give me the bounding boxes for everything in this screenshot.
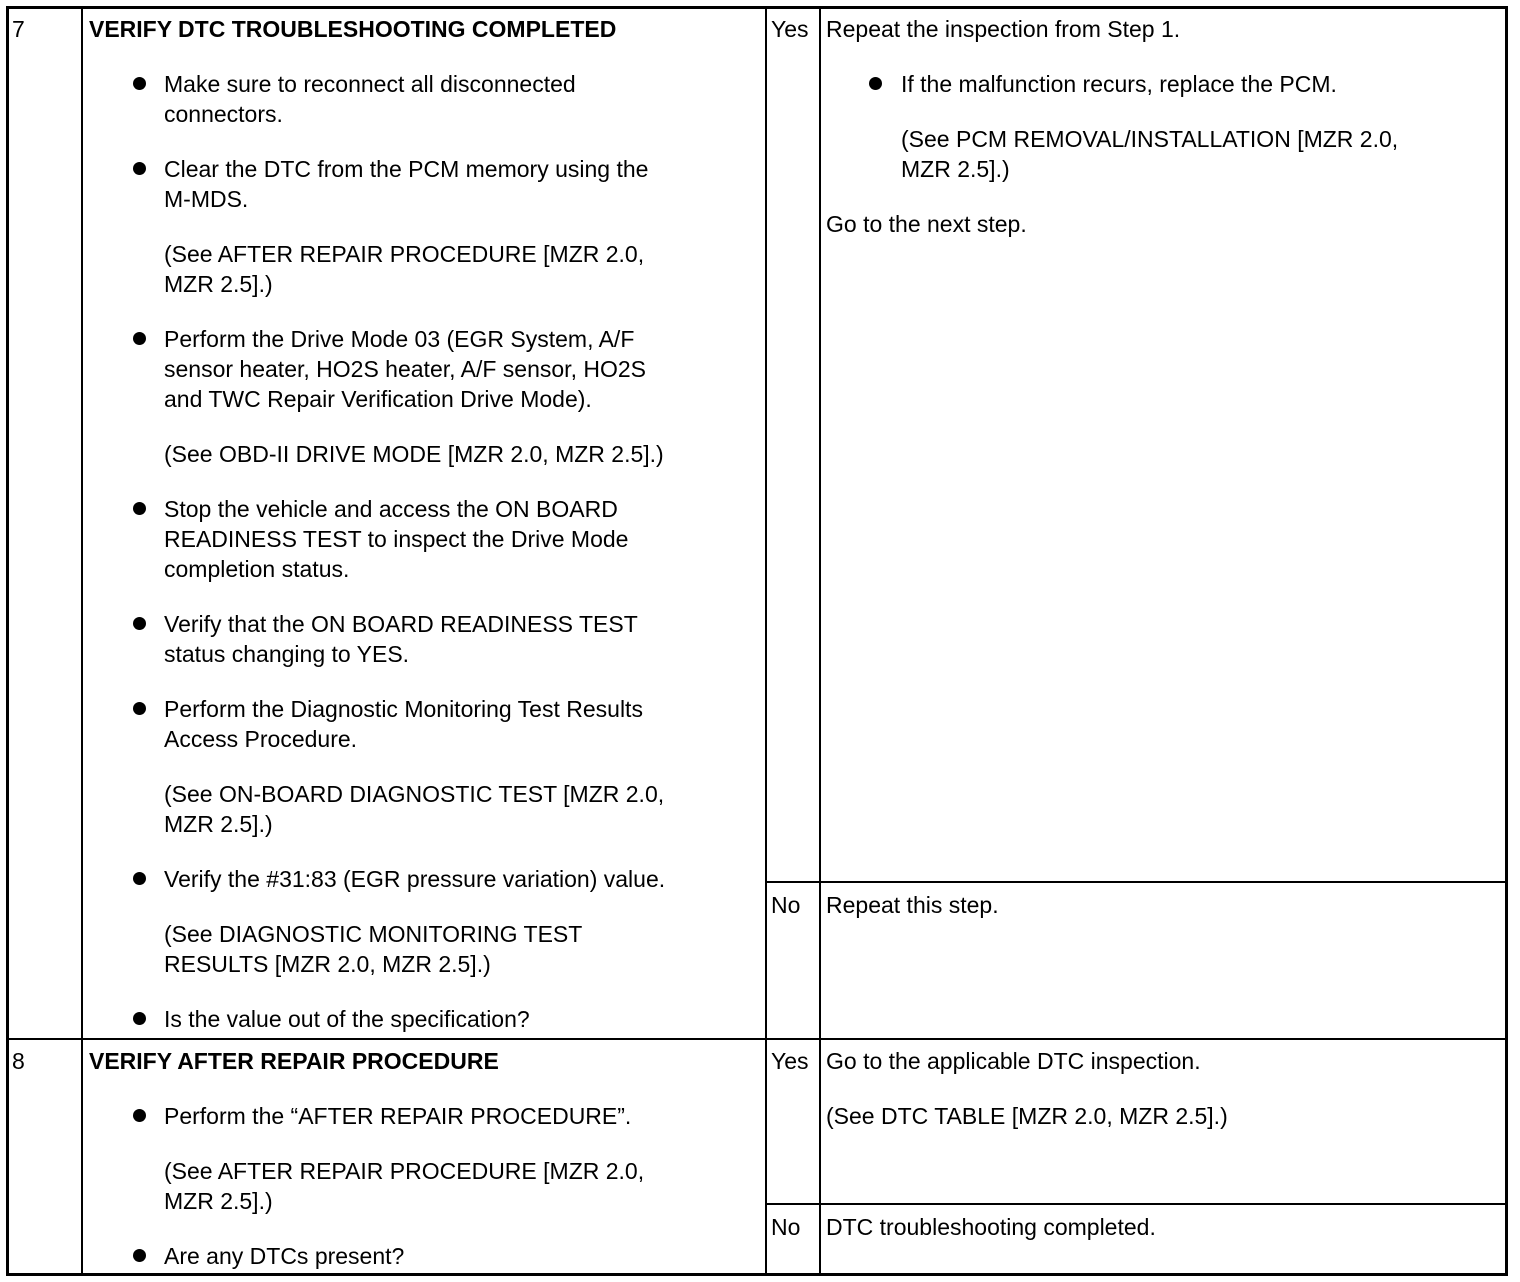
reference-text: (See DIAGNOSTIC MONITORING TEST [164,921,583,947]
bullet-icon [133,1012,146,1025]
bullet-icon [133,702,146,715]
reference-text: RESULTS [MZR 2.0, MZR 2.5].) [164,951,491,977]
row-divider [765,881,1508,883]
bullet-icon [133,1249,146,1262]
action-text: Stop the vehicle and access the ON BOARD [164,496,618,522]
column-divider [81,6,83,1276]
action-text: and TWC Repair Verification Drive Mode). [164,386,592,412]
result-text: Go to the next step. [826,211,1027,237]
result-text: Repeat this step. [826,892,999,918]
action-text: Access Procedure. [164,726,358,752]
step-title: VERIFY AFTER REPAIR PROCEDURE [89,1048,499,1074]
action-text: Perform the “AFTER REPAIR PROCEDURE”. [164,1103,632,1129]
result-text: Repeat the inspection from Step 1. [826,16,1181,42]
step-number: 7 [12,16,25,42]
action-text: M-MDS. [164,186,249,212]
action-text: Is the value out of the specification? [164,1006,530,1032]
action-text: Verify that the ON BOARD READINESS TEST [164,611,638,637]
bullet-icon [133,162,146,175]
action-text: Verify the #31:83 (EGR pressure variation) value. [164,866,666,892]
reference-text: MZR 2.5].) [164,271,273,297]
no-label: No [771,892,801,918]
reference-text: (See AFTER REPAIR PROCEDURE [MZR 2.0, [164,1158,645,1184]
reference-text: MZR 2.5].) [164,1188,273,1214]
reference-text: (See AFTER REPAIR PROCEDURE [MZR 2.0, [164,241,645,267]
action-text: Perform the Drive Mode 03 (EGR System, A/F [164,326,635,352]
step-number: 8 [12,1048,25,1074]
reference-text: (See ON-BOARD DIAGNOSTIC TEST [MZR 2.0, [164,781,665,807]
action-text: status changing to YES. [164,641,410,667]
reference-text: (See DTC TABLE [MZR 2.0, MZR 2.5].) [826,1103,1228,1129]
reference-text: MZR 2.5].) [901,156,1010,182]
reference-text: MZR 2.5].) [164,811,273,837]
result-text: DTC troubleshooting completed. [826,1214,1156,1240]
no-label: No [771,1214,801,1240]
action-text: Are any DTCs present? [164,1243,405,1269]
bullet-icon [133,77,146,90]
bullet-icon [869,77,882,90]
bullet-icon [133,332,146,345]
action-text: Make sure to reconnect all disconnected [164,71,576,97]
bullet-icon [133,502,146,515]
action-text: READINESS TEST to inspect the Drive Mode [164,526,629,552]
bullet-icon [133,872,146,885]
column-divider [819,6,821,1276]
reference-text: (See OBD-II DRIVE MODE [MZR 2.0, MZR 2.5].) [164,441,664,467]
bullet-icon [133,1109,146,1122]
reference-text: (See PCM REMOVAL/INSTALLATION [MZR 2.0, [901,126,1399,152]
yes-label: Yes [771,16,809,42]
action-text: connectors. [164,101,283,127]
result-text: Go to the applicable DTC inspection. [826,1048,1201,1074]
action-text: Clear the DTC from the PCM memory using the [164,156,649,182]
action-text: Perform the Diagnostic Monitoring Test Results [164,696,643,722]
column-divider [765,6,767,1276]
row-divider [6,1038,1508,1040]
step-title: VERIFY DTC TROUBLESHOOTING COMPLETED [89,16,617,42]
row-divider [765,1203,1508,1205]
action-text: sensor heater, HO2S heater, A/F sensor, HO2S [164,356,646,382]
yes-label: Yes [771,1048,809,1074]
result-text: If the malfunction recurs, replace the PCM. [901,71,1337,97]
action-text: completion status. [164,556,350,582]
bullet-icon [133,617,146,630]
